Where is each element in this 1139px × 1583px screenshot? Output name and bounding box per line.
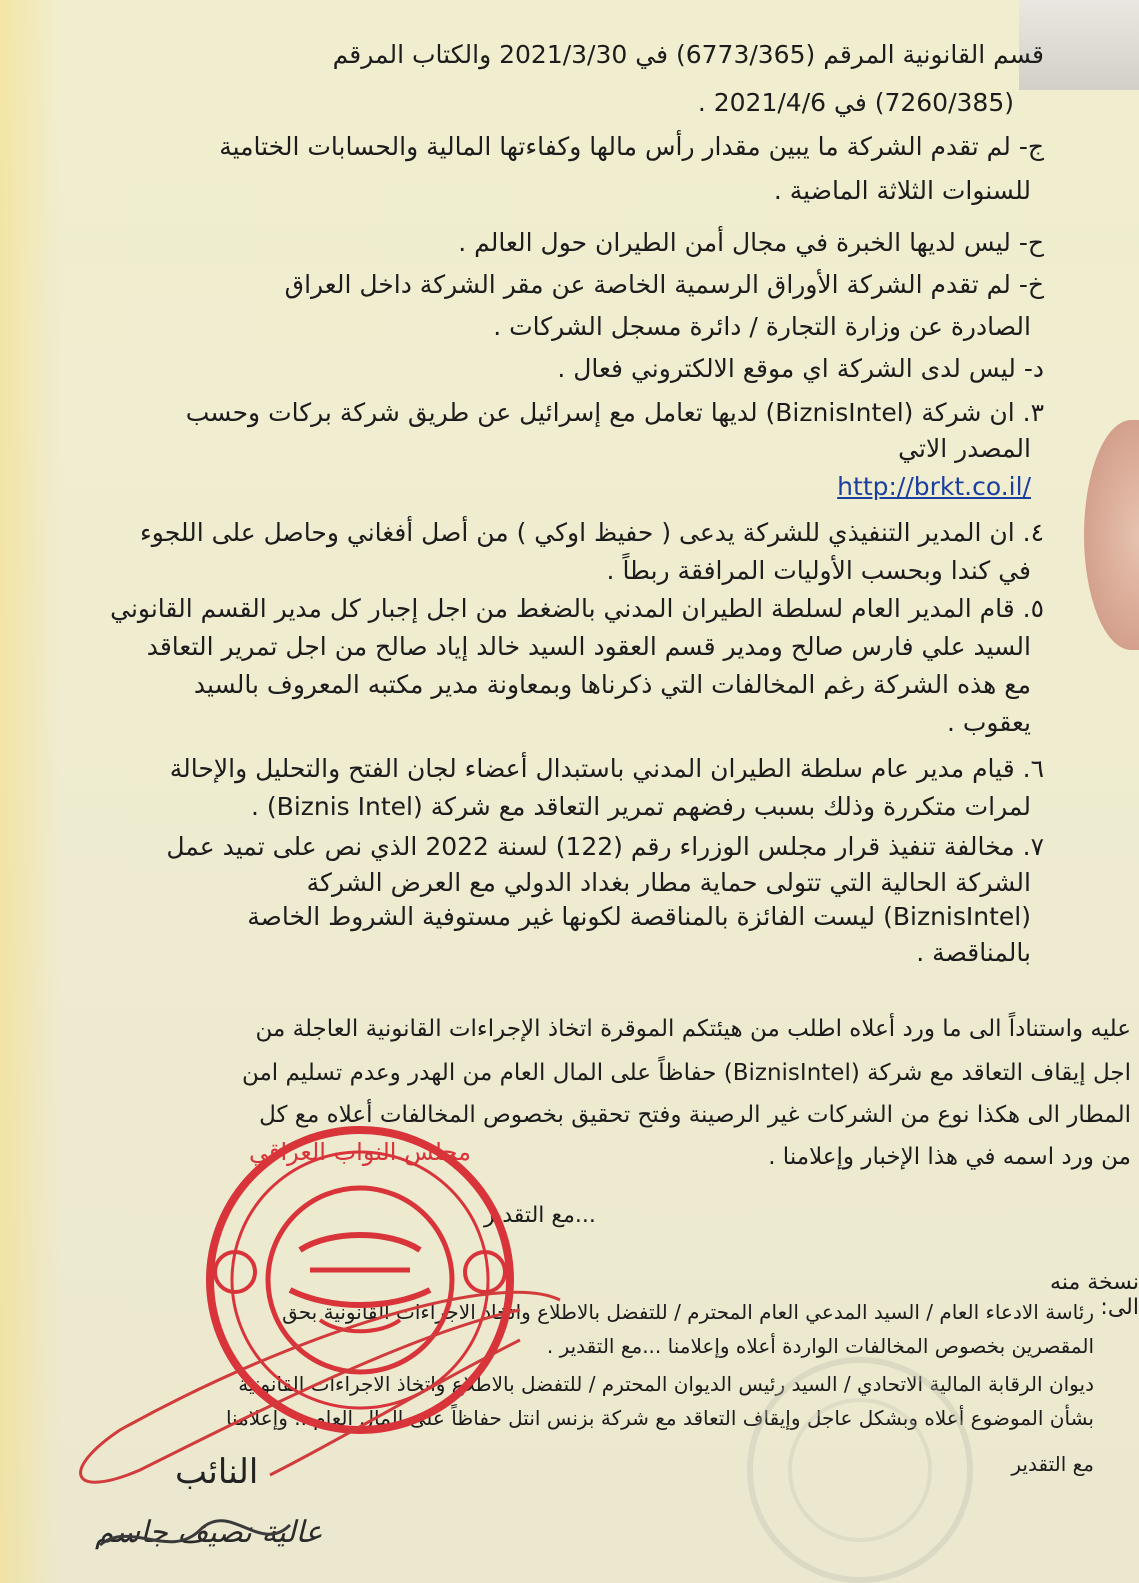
item-kh: خ- لم تقدم الشركة الأوراق الرسمية الخاصة عن مقر الشركة داخل العراق bbox=[284, 270, 1044, 299]
body-line: الصادرة عن وزارة التجارة / دائرة مسجل الشركات . bbox=[493, 312, 1031, 341]
body-line: يعقوب . bbox=[946, 708, 1031, 737]
item-c: ج- لم تقدم الشركة ما يبين مقدار رأس مالها وكفاءتها المالية والحسابات الختامية bbox=[219, 132, 1044, 161]
item-3: ٣. ان شركة (BiznisIntel) لديها تعامل مع إسرائيل عن طريق شركة بركات وحسب bbox=[185, 398, 1044, 427]
request-paragraph: اجل إيقاف التعاقد مع شركة (BiznisIntel) حفاظاً على المال العام من الهدر وعدم تسليم امن bbox=[241, 1060, 1131, 1086]
body-line: لمرات متكررة وذلك بسبب رفضهم تمرير التعاقد مع شركة (Biznis Intel) . bbox=[251, 792, 1031, 821]
ink-signature bbox=[100, 1521, 290, 1545]
body-line: بالمناقصة . bbox=[916, 938, 1031, 967]
official-stamp-seal bbox=[210, 1130, 510, 1430]
item-4: ٤. ان المدير التنفيذي للشركة يدعى ( حفيظ اوكي ) من أصل أفغاني وحاصل على اللجوء bbox=[140, 518, 1044, 547]
cc-line: المقصرين بخصوص المخالفات الواردة أعلاه وإعلامنا ...مع التقدير . bbox=[546, 1334, 1094, 1358]
signature-name: عالية نصيف جاسم bbox=[95, 1515, 323, 1550]
body-line: السيد علي فارس صالح ومدير قسم العقود السيد خالد إياد صالح من اجل تمرير التعاقد bbox=[146, 632, 1031, 661]
cc-heading: نسخة منه الى: bbox=[1050, 1270, 1139, 1320]
signature-title: النائب bbox=[175, 1452, 259, 1492]
item-7: ٧. مخالفة تنفيذ قرار مجلس الوزراء رقم (122) لسنة 2022 الذي نص على تميد عمل bbox=[166, 832, 1044, 861]
item-6: ٦. قيام مدير عام سلطة الطيران المدني باستبدال أعضاء لجان الفتح والتحليل والإحالة bbox=[169, 754, 1044, 783]
cc-line: مع التقدير bbox=[1011, 1452, 1094, 1476]
cc-line: رئاسة الادعاء العام / السيد المدعي العام المحترم / للتفضل بالاطلاع واتخاذ الاجراءات القانونية بحق bbox=[282, 1300, 1094, 1324]
item-d: د- ليس لدى الشركة اي موقع الالكتروني فعال . bbox=[557, 354, 1044, 383]
embossed-seal bbox=[750, 1360, 970, 1580]
body-line: قسم القانونية المرقم (6773/365) في 2021/3/30 والكتاب المرقم bbox=[332, 40, 1044, 69]
body-line: للسنوات الثلاثة الماضية . bbox=[773, 176, 1031, 205]
item-5: ٥. قام المدير العام لسلطة الطيران المدني بالضغط من اجل إجبار كل مدير القسم القانوني bbox=[110, 594, 1044, 623]
body-line: في كندا وبحسب الأوليات المرافقة ربطاً . bbox=[606, 556, 1031, 585]
closing-greeting: ...مع التقدير . bbox=[470, 1203, 596, 1228]
request-paragraph: المطار الى هكذا نوع من الشركات غير الرصينة وفتح تحقيق بخصوص المخالفات أعلاه مع كل bbox=[259, 1102, 1131, 1128]
stamp-text: مجلس النواب العراقي bbox=[249, 1138, 471, 1166]
cc-line: بشأن الموضوع أعلاه وبشكل عاجل وإيقاف التعاقد مع شركة بزنس انتل حفاظاً على المال العام .. وإعلامنا bbox=[225, 1406, 1094, 1430]
cc-line: ديوان الرقابة المالية الاتحادي / السيد رئيس الديوان المحترم / للتفضل بالاطلاع واتخاذ الاجراءات القانونية bbox=[238, 1372, 1094, 1396]
request-paragraph: عليه واستناداً الى ما ورد أعلاه اطلب من هيئتكم الموقرة اتخاذ الإجراءات القانونية العاجلة من bbox=[255, 1016, 1131, 1042]
source-link[interactable]: http://brkt.co.il/ bbox=[837, 472, 1031, 501]
body-line: مع هذه الشركة رغم المخالفات التي ذكرناها وبمعاونة مدير مكتبه المعروف بالسيد bbox=[193, 670, 1031, 699]
body-line: (BiznisIntel) ليست الفائزة بالمناقصة لكونها غير مستوفية الشروط الخاصة bbox=[247, 902, 1031, 931]
body-line: الشركة الحالية التي تتولى حماية مطار بغداد الدولي مع العرض الشركة bbox=[306, 868, 1031, 897]
request-paragraph: من ورد اسمه في هذا الإخبار وإعلامنا . bbox=[768, 1144, 1131, 1170]
item-h: ح- ليس لديها الخبرة في مجال أمن الطيران حول العالم . bbox=[458, 228, 1044, 257]
body-line: (7260/385) في 2021/4/6 . bbox=[697, 88, 1014, 117]
body-line: المصدر الاتي bbox=[898, 434, 1031, 463]
